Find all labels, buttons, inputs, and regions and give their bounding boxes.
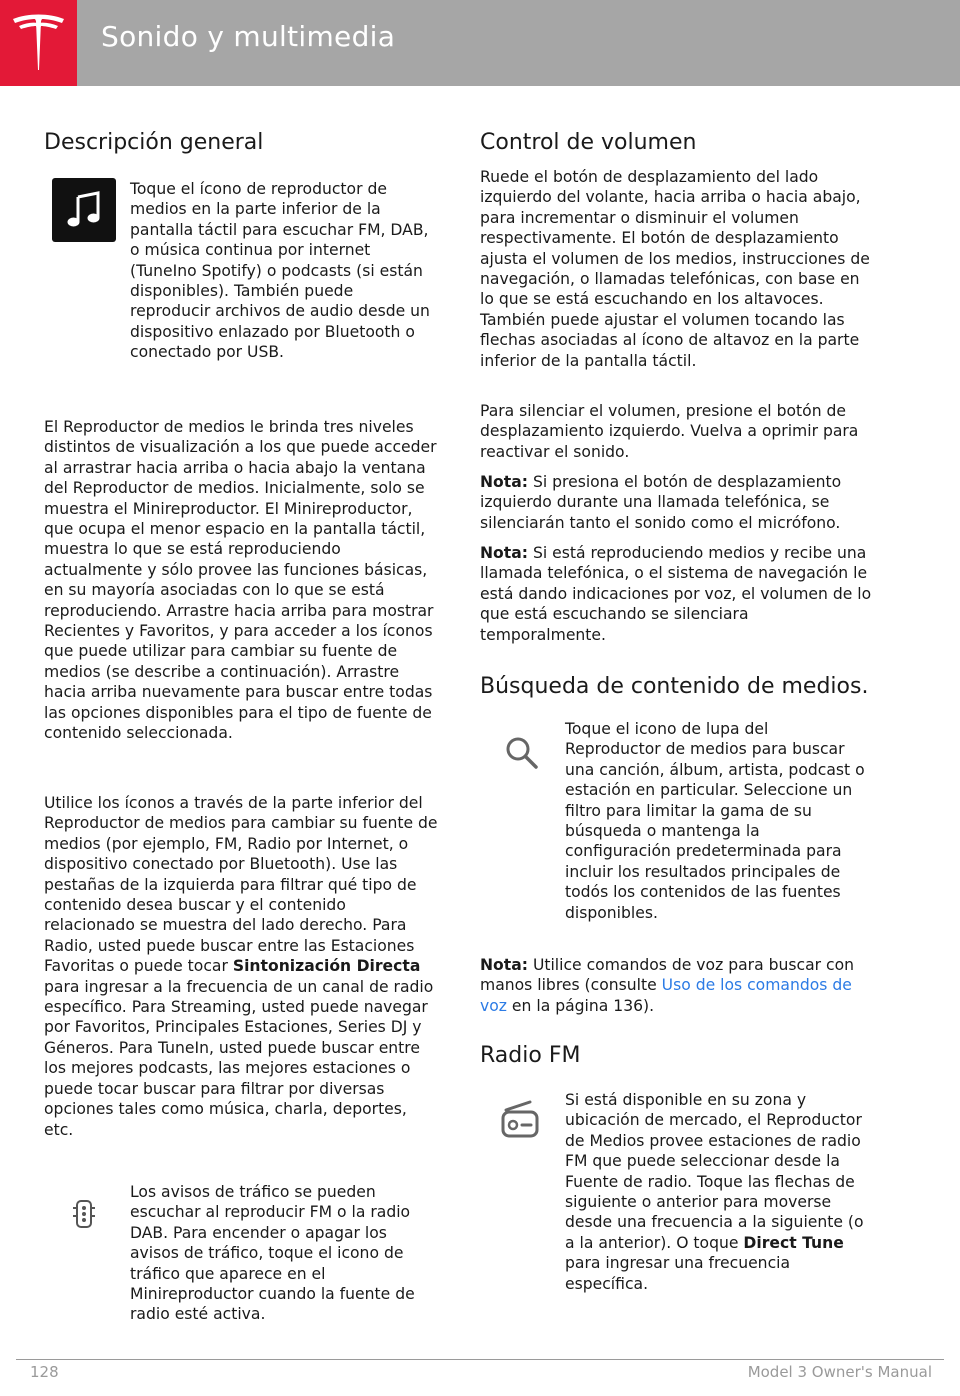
traffic-light-icon	[72, 1199, 96, 1233]
volume-paragraph-1: Ruede el botón de desplazamiento del lado izquierdo del volante, hacia arriba o hacia abajo, para incrementar o disminuir el volumen respectivamente. El botón de desplazamiento ajusta el volumen de los medios, instrucciones de navegación, o llamadas telefónicas, con base en lo que se está escuchando en los altavoces. También puede ajustar el volumen tocando las flechas asociadas al ícono de altavoz en la parte inferior de la pantalla táctil.	[480, 168, 870, 370]
volume-paragraph-2: Para silenciar el volumen, presione el botón de desplazamiento izquierdo. Vuelva a oprimir para reactivar el sonido.	[480, 402, 859, 461]
note-label: Nota:	[480, 544, 528, 562]
overview-paragraph-1: El Reproductor de medios le brinda tres niveles distintos de visualización a los que puede acceder al arrastrar hacia arriba o hacia abajo la ventana del Reproductor de medios. Inicialmente, solo se muestra el Minireproductor. El Minireproductor, que ocupa el menor espacio en la pantalla táctil, muestra lo que se está reproduciendo actualmente y sólo provee las funciones básicas, en su mayoría asociadas con lo que se está reproduciendo. Arrastre hacia arriba para mostrar Recientes y Favoritos, y para acceder a los íconos que puede utilizar para cambiar su fuente de medios (se describe a continuación). Arrastre hacia arriba nuevamente para buscar entre todas las opciones disponibles para el tipo de fuente de contenido seleccionada.	[44, 418, 437, 743]
manual-title: Model 3 Owner's Manual	[747, 1363, 932, 1381]
volume-heading: Control de volumen	[480, 130, 697, 155]
tesla-logo-icon	[10, 12, 67, 74]
note-text: Si presiona el botón de desplazamiento izquierdo durante una llamada telefónica, se silenciarán tanto el sonido como el micrófono.	[480, 473, 842, 532]
page-header	[0, 0, 960, 86]
note-label: Nota:	[480, 956, 528, 974]
note-label: Nota:	[480, 473, 528, 491]
music-note-icon	[52, 178, 116, 242]
fm-text	[565, 1090, 865, 1294]
direct-tune-term: Direct Tune	[743, 1233, 844, 1252]
magnifier-icon	[504, 735, 540, 775]
fm-text-start: Si está disponible en su zona y ubicación de mercado, el Reproductor de Medios provee estaciones de radio FM que puede seleccionar desde la Fuente de radio. Toque las flechas de siguiente o anterior para moverse desde una frecuencia a la siguiente (o a la anterior). O toque	[565, 1091, 864, 1252]
note-mute	[480, 472, 876, 533]
page-number: 128	[30, 1363, 59, 1381]
overview-paragraph-2	[44, 793, 440, 1140]
direct-tuning-term: Sintonización Directa	[232, 957, 421, 976]
search-heading: Búsqueda de contenido de medios.	[480, 674, 869, 699]
footer-divider	[16, 1359, 944, 1360]
section-title: Sonido y multimedia	[101, 20, 396, 53]
search-text: Toque el icono de lupa del Reproductor de medios para buscar una canción, álbum, artista, podcast o estación en particular. Seleccione un filtro para limitar la gama de su búsqueda o mantenga la configuración predeterminada para incluir los resultados principales de todós los contenidos de las fuentes disponibles.	[565, 720, 865, 922]
paragraph-2-end: para ingresar a la frecuencia de un canal de radio específico. Para Streaming, usted puede navegar por Favoritos, Principales Estaciones, Series DJ y Géneros. Para TuneIn, usted puede buscar entre los mejores podcasts, las mejores estaciones o puede tocar buscar para filtrar por diversas opciones tales como música, charla, deportes, etc.	[44, 977, 434, 1139]
note-voice-commands	[480, 955, 876, 1016]
traffic-text: Los avisos de tráfico se pueden escuchar al reproducir FM o la radio DAB. Para encender o apagar los avisos de tráfico, toque el icono de tráfico que aparece en el Minireproductor cuando la fuente de radio esté activa.	[130, 1183, 415, 1324]
tesla-logo	[0, 0, 77, 86]
fm-text-end: para ingresar una frecuencia específica.	[565, 1254, 791, 1293]
note-text: Si está reproduciendo medios y recibe una llamada telefónica, o el sistema de navegación le está dando indicaciones por voz, el volumen de lo que está escuchando se silenciara temporalmente.	[480, 544, 872, 644]
voice-commands-link[interactable]: Uso de los comandos de voz	[480, 976, 852, 1015]
note-text: Utilice comandos de voz para buscar con manos libres (consulte	[480, 956, 854, 995]
paragraph-2-start: Utilice los íconos a través de la parte inferior del Reproductor de medios para cambiar su fuente de medios (por ejemplo, FM, Radio por Internet, o dispositivo conectado por Bluetooth). Use las pestañas de la izquierda para filtrar qué tipo de contenido desea buscar y el contenido relacionado se muestra del lado derecho. Para Radio, usted puede buscar entre las Estaciones Favoritas o puede tocar	[44, 794, 438, 976]
note-incoming-call	[480, 543, 876, 645]
overview-text: Toque el ícono de reproductor de medios en la parte inferior de la pantalla táctil para escuchar FM, DAB, o música continua por internet (TuneIno Spotify) o podcasts (si están disponibles). También puede reproducir archivos de audio desde un dispositivo enlazado por Bluetooth o conectado por USB.	[130, 180, 430, 362]
fm-heading: Radio FM	[480, 1043, 581, 1068]
radio-icon	[500, 1100, 540, 1144]
note-text-end: en la página 136).	[506, 996, 655, 1015]
overview-heading: Descripción general	[44, 130, 264, 155]
